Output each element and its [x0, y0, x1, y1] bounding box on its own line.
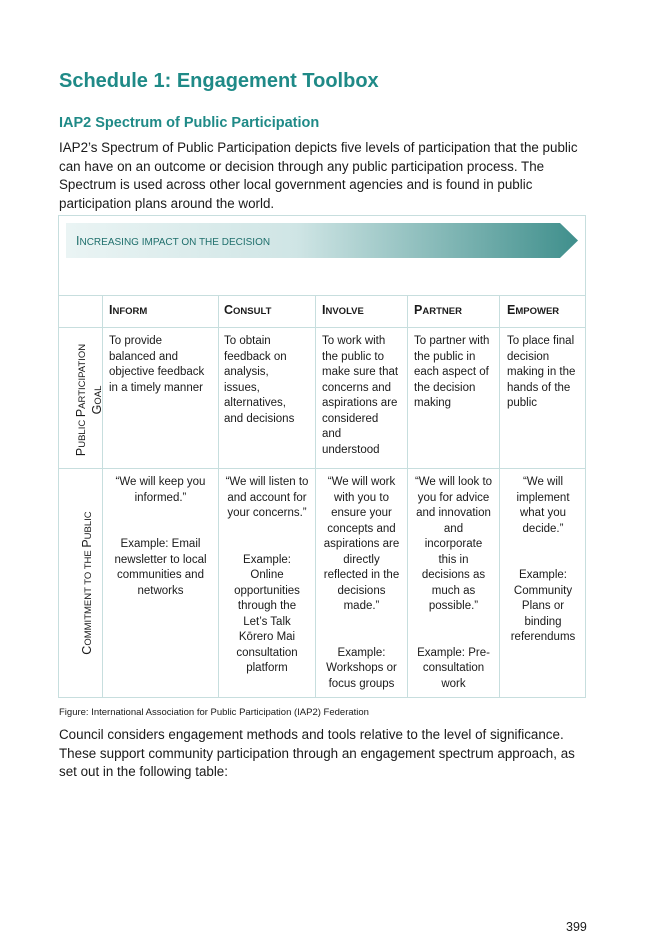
cell-line: “We will [522, 476, 564, 488]
row-label-line [80, 499, 96, 667]
column-header-partner [414, 303, 462, 317]
cell-line: To partner with [414, 335, 490, 347]
cell-line: Example: Email [120, 538, 201, 550]
cell-line [408, 615, 499, 631]
commitment-cell-empower [500, 475, 586, 646]
cell-line: much as [431, 584, 476, 597]
cell-line: Community [513, 584, 573, 597]
column-header-initial: E [507, 303, 516, 317]
commitment-cell-consult [219, 475, 315, 677]
arrow-label-rest: NCREASING IMPACT ON THE DECISION [79, 237, 271, 248]
cell-line: this in [438, 553, 469, 566]
commitment-cell-involve [316, 475, 407, 692]
cell-line [103, 522, 218, 538]
row-label-rest: ARTICIPATION [77, 343, 88, 409]
row-label-initial: P [74, 408, 88, 418]
cell-line: aspirations are [323, 538, 400, 550]
cell-line: decision [507, 350, 550, 363]
page-heading: Schedule 1: Engagement Toolbox [59, 70, 379, 92]
cell-line: the public to [322, 350, 385, 363]
column-header-initial: C [224, 303, 234, 317]
cell-line: consultation [236, 646, 298, 659]
cell-line [408, 630, 499, 646]
cell-line [316, 630, 407, 646]
goal-cell-involve [322, 334, 398, 458]
cell-line [500, 537, 586, 553]
cell-line: balanced and [109, 350, 179, 363]
cell-line: reflected in the [323, 569, 400, 581]
cell-line [103, 506, 218, 522]
cell-line: binding [524, 615, 562, 628]
impact-arrow-label [76, 234, 270, 248]
column-header-initial: I [109, 303, 113, 317]
commitment-cell-inform [103, 475, 218, 599]
cell-line [316, 615, 407, 631]
column-header-initial: P [414, 303, 423, 317]
cell-line: To place final [507, 335, 575, 347]
cell-line: in a timely manner [109, 381, 203, 394]
cell-line: concerns and [322, 381, 392, 394]
cell-line: what you [519, 507, 567, 519]
figure-caption: Figure: International Association for Public Participation (IAP2) Federation [59, 707, 369, 718]
cell-line [219, 537, 315, 553]
body-paragraph: Council considers engagement methods and tools relative to the level of significance. These support community participation through an engagement spectrum approach, as set out in the following table: [59, 727, 575, 780]
cell-line: work [441, 677, 466, 690]
column-header-rest: MPOWER [515, 306, 560, 317]
cell-line: decide.” [522, 522, 564, 535]
cell-line: with you to [334, 491, 389, 504]
goal-cell-partner [414, 334, 489, 412]
cell-line: Let’s Talk [243, 615, 291, 628]
cell-line: Example: [243, 553, 291, 566]
cell-line: feedback on [224, 350, 287, 363]
cell-line: issues, [224, 381, 260, 394]
goal-cell-inform [109, 334, 204, 396]
cell-line: opportunities [234, 584, 300, 597]
cell-line: through the [237, 600, 297, 612]
cell-line: Example: Pre- [417, 646, 490, 659]
cell-line: “We will look to [414, 476, 493, 488]
column-header-rest: ONSULT [233, 306, 272, 317]
cell-line: “We will work [327, 476, 396, 488]
column-header-rest: NVOLVE [325, 306, 364, 317]
cell-line: Online [250, 569, 284, 581]
cell-line: ensure your [331, 507, 392, 519]
cell-line: To obtain [224, 335, 271, 347]
cell-line: making in the [507, 366, 576, 378]
grid-line-header-bottom [58, 327, 586, 328]
cell-line: the public in [414, 350, 476, 363]
cell-line: understood [322, 443, 380, 456]
cell-line: To work with [322, 335, 386, 347]
cell-line: making [414, 397, 452, 409]
cell-line: and decisions [224, 412, 295, 425]
cell-line: each aspect of [414, 366, 489, 378]
cell-line: Example: [337, 646, 386, 659]
grid-line-header-top [58, 295, 586, 296]
cell-line: public [507, 397, 538, 409]
cell-line: alternatives, [224, 397, 287, 409]
cell-line: hands of the [507, 381, 571, 394]
goal-cell-consult [224, 334, 294, 427]
row-label-initial: C [80, 645, 94, 655]
cell-line: Example: [519, 569, 567, 581]
cell-line: you for advice [417, 491, 490, 504]
cell-line: your concerns.” [227, 507, 307, 519]
arrow-label-initial: I [76, 234, 80, 248]
row-label-initial: P [80, 539, 94, 548]
cell-line: Kōrero Mai [238, 631, 296, 643]
row-label-rest: OMMITMENT TO THE [83, 547, 94, 646]
cell-line: implement [516, 491, 570, 504]
cell-line: made.” [343, 600, 380, 612]
column-header-empower [507, 303, 559, 317]
page-number: 399 [566, 920, 587, 934]
cell-line: Workshops or [326, 662, 397, 674]
cell-line: Plans or [521, 600, 565, 612]
cell-line: informed.” [134, 491, 187, 504]
row-label-rest: OAL [93, 385, 104, 405]
cell-line: and innovation [416, 507, 491, 519]
column-header-inform [109, 303, 147, 317]
cell-line: possible.” [428, 600, 479, 612]
cell-line [500, 553, 586, 569]
cell-line: concepts and [327, 522, 396, 535]
cell-line: aspirations are [322, 397, 398, 409]
row-label-public-participation-goal [74, 330, 106, 470]
cell-line: focus groups [328, 677, 395, 690]
cell-line: communities and [117, 569, 204, 581]
cell-line: platform [246, 662, 288, 674]
cell-line: and [322, 428, 342, 440]
section-subheading: IAP2 Spectrum of Public Participation [59, 115, 320, 131]
cell-line: and account for [227, 491, 307, 504]
row-label-initial: G [90, 404, 104, 415]
cell-line: the decision [414, 381, 476, 394]
column-header-involve [322, 303, 364, 317]
cell-line: considered [322, 412, 379, 425]
intro-paragraph: IAP2’s Spectrum of Public Participation depicts five levels of participation that the public can have on an outcome or decision through any public participation process. The Spectrum is used across other local government agencies and is found in public participation plans around the world. [59, 140, 578, 211]
cell-line: referendums [510, 631, 576, 643]
cell-line: newsletter to local [114, 553, 207, 566]
cell-line: incorporate [424, 538, 483, 550]
goal-cell-empower [507, 334, 575, 412]
row-label-rest: UBLIC [77, 417, 88, 448]
cell-line: objective feedback [109, 366, 205, 378]
cell-line: consultation [422, 662, 485, 674]
column-header-initial: I [322, 303, 326, 317]
cell-line: decisions as [421, 569, 486, 581]
row-label-rest: UBLIC [83, 511, 94, 540]
column-header-rest: ARTNER [422, 306, 462, 317]
cell-line: analysis, [224, 366, 269, 378]
cell-line: directly [343, 553, 380, 566]
row-label-line [74, 330, 90, 470]
column-header-consult [224, 303, 271, 317]
row-label-initial: P [74, 447, 88, 457]
commitment-cell-partner [408, 475, 499, 692]
cell-line: networks [137, 584, 184, 597]
cell-line: decisions [337, 584, 386, 597]
column-header-rest: NFORM [112, 306, 148, 317]
cell-line: make sure that [322, 366, 399, 378]
row-label-line [90, 330, 106, 470]
cell-line: To provide [109, 335, 163, 347]
cell-line: and [443, 522, 464, 535]
grid-line-row-divider [58, 468, 586, 469]
row-label-commitment-to-the-public [80, 499, 96, 667]
cell-line [219, 522, 315, 538]
cell-line: “We will keep you [115, 476, 206, 488]
cell-line: “We will listen to [225, 476, 309, 488]
